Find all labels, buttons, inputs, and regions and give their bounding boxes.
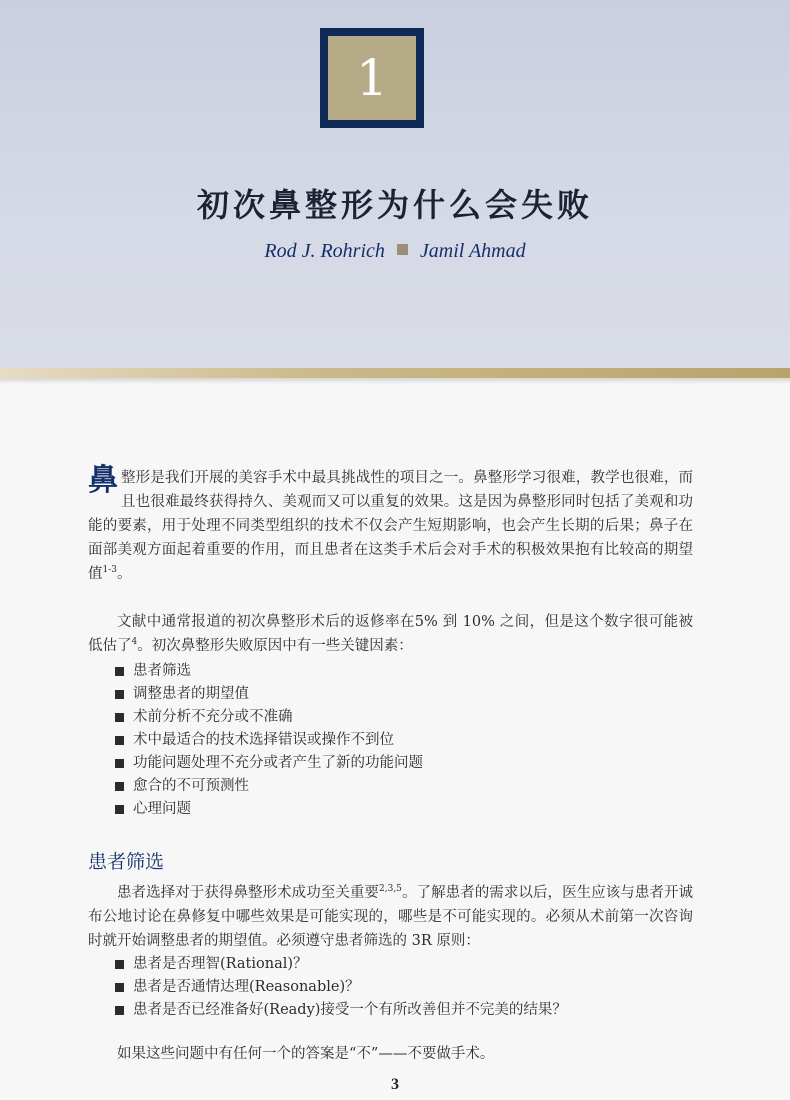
- bullet-square-icon: [115, 736, 124, 745]
- author-name: Rod J. Rohrich: [264, 240, 385, 262]
- list-item-text: 术中最适合的技术选择错误或操作不到位: [133, 732, 394, 748]
- list-item: [115, 798, 693, 821]
- intro-paragraph: [88, 463, 693, 586]
- intro-end: 。: [117, 566, 132, 582]
- list-item-text: 调整患者的期望值: [133, 686, 249, 702]
- list-item: [115, 953, 693, 976]
- body-content: [88, 463, 694, 1066]
- list-item: [115, 752, 693, 775]
- header-divider-rule: [0, 368, 790, 378]
- reference-superscript: 1-3: [102, 565, 117, 576]
- list-item: [115, 660, 693, 683]
- list-item-text: 患者是否通情达理(Reasonable)？: [133, 979, 360, 995]
- bullet-square-icon: [115, 983, 124, 992]
- bullet-square-icon: [115, 713, 124, 722]
- chapter-number-box: [320, 28, 424, 128]
- list-item: [115, 683, 693, 706]
- section-heading: 患者筛选: [88, 851, 165, 873]
- closing-paragraph: 如果这些问题中有任何一个的答案是“不”——不要做手术。: [117, 1046, 495, 1062]
- list-item: [115, 729, 693, 752]
- bullet-square-icon: [115, 759, 124, 768]
- selection-criteria-list: [88, 953, 693, 1022]
- list-item-text: 患者是否理智(Rational)？: [133, 956, 308, 972]
- author-name: Jamil Ahmad: [419, 240, 526, 262]
- paragraph-text: 。了解患者的需求以后，医生应该与患者开诚布公地讨论在鼻修复中哪些效果是可能实现的，哪些是不可能实现的。必须从术前第一次咨询时就开始调整患者的期望值。必须遵守患者筛选的 3R 原则：: [88, 885, 694, 949]
- list-item-text: 愈合的不可预测性: [133, 778, 249, 794]
- bullet-square-icon: [115, 805, 124, 814]
- list-item: [115, 976, 693, 999]
- chapter-title: 初次鼻整形为什么会失败: [196, 186, 593, 224]
- patient-selection-paragraph: [88, 881, 693, 953]
- list-item-text: 患者是否已经准备好(Ready)接受一个有所改善但并不完美的结果？: [133, 1002, 567, 1018]
- list-item: [115, 706, 693, 729]
- page-number: 3: [391, 1076, 399, 1093]
- header-divider-shadow: [0, 378, 790, 384]
- chapter-number: 1: [328, 36, 416, 120]
- list-item: [115, 775, 693, 798]
- bullet-square-icon: [115, 1006, 124, 1015]
- reference-superscript: 4: [131, 637, 138, 648]
- bullet-square-icon: [115, 667, 124, 676]
- list-item-text: 患者筛选: [133, 663, 191, 679]
- bullet-square-icon: [115, 960, 124, 969]
- chapter-authors: [0, 240, 790, 263]
- failure-factor-list: [88, 660, 693, 821]
- list-item-text: 术前分析不充分或不准确: [133, 709, 293, 725]
- paragraph-text: 。初次鼻整形失败原因中有一些关键因素：: [137, 638, 413, 654]
- intro-text: 整形是我们开展的美容手术中最具挑战性的项目之一。鼻整形学习很难，教学也很难，而且也很难最终获得持久、美观而又可以重复的效果。这是因为鼻整形同时包括了美观和功能的要素，用于处理不同类型组织的技术不仅会产生短期影响，也会产生长期的后果；鼻子在面部美观方面起着重要的作用，而且患者在这类手术后会对手术的积极效果抱有比较高的期望值: [88, 470, 693, 582]
- bullet-square-icon: [115, 782, 124, 791]
- list-item-text: 心理问题: [133, 801, 191, 817]
- paragraph-text: 文献中通常报道的初次鼻整形术后的返修率在5% 到 10% 之间，但是这个数字很可能被低估了: [88, 614, 693, 654]
- list-item-text: 功能问题处理不充分或者产生了新的功能问题: [133, 755, 423, 771]
- reference-superscript: 2,3,5: [379, 884, 402, 895]
- list-item: [115, 999, 693, 1022]
- revision-rate-paragraph: [88, 610, 693, 658]
- author-separator-icon: [397, 244, 408, 255]
- bullet-square-icon: [115, 690, 124, 699]
- paragraph-text: 患者选择对于获得鼻整形术成功至关重要: [117, 885, 379, 901]
- drop-cap: 鼻: [88, 463, 118, 498]
